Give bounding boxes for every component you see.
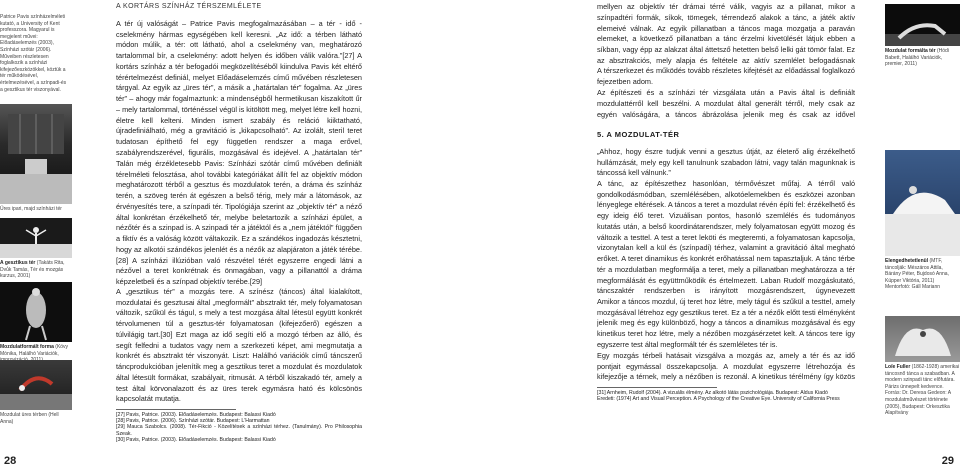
movement-formed-image xyxy=(0,282,72,342)
right-paragraph-1: mellyen az objektív tér drámai térré válik, vagyis az a pillanat, mikor a színpadtéri formák, síkok, tömegek, térrendező alakok a tánc, a játék aktív elemeivé válnak. Az egyik pillanatban a táncos maga mozgatja a paraván elemeket, a következő pillanatban a tánc érzelmi kivetülését látjuk ebben a síkban, vagy épp az alakzat által áttetsző hetetten belső lelki gát tömör falat. Ez az absztrakciós, mely alapja és feltétele az aktív szemlélet befogadásnak xyxy=(597,2,855,65)
left-paragraph-2: Talán még érzékletesebb Pavis: Színházi szótár című művében definiált térelméleti felosztása, ahol további kategóriákat állít fel az objektív módon meghatározott térből a gesztus és mozdulatok terén, a dráma és színház terén, a szöveg terén át egészen a belső térig, mely már a látomások, az érvényesítés tere, a színpadi tér. Tipológiája szerint az „objektív tér” a néző által konkrétan érzékelhető tér, melybe beletartozik a színházi épület, a nézőtér és a szinpad is. A szinpadi tér a játéktól és a „nem játéktól” függően a fiktív és a valóság között váltakozik. Ez a szándékos ingadozás késztetni, hogy az alkotói szándékos jelenlét és a nézők az alapjáraton a játék térébe.[28] A színházi illúzióban való részvétel térét egyszerre engedi látni a nézővel a teret konkrétnak és önmagában, vagy a pillanattól a dráma képzeletbeli és a színpad objektív terébe.[29] xyxy=(116,158,362,286)
page-number-right: 29 xyxy=(941,455,954,467)
caption-empty-space: Üres ipari, majd színházi tér xyxy=(0,206,62,212)
left-paragraph-1: A tér új valóságát – Patrice Pavis megfogalmazásában – a tér - idő - cselekmény hármas egységében kell keresni. „Az idő: a térben látható módon múlik, a tér: ott látható, ahol a cselekmény van, meghatározó tartalommal bír, a cselekmény: adott helyen és időben válik valóra.”[27] A kortárs színház a tér befogadói megközelítéséből kiindulva Pavis két eltérő térértelmezést definiál, melyet Előadáselemzés című művében részletesen tárgyal. Az egyik az „üres tér”, a másik a „határtalan tér” fogalma. Az „üres tér” – ahogy már fogalmaztunk: a mindenségből hermetikusan kiszakított űr – mely tartalommal, történéssel végül is kitöltött meg, melyet létre kell hozni, életre kell kelteni. Minden ismert szabály és reláció kiiktatható, újradefiniálható, még a gravitáció is „kikapcsolható”. Az izolált, steril teret tudatosan építhető fel egy független rendszer a maga erővel, szabályrendszerével, figurális, mozgásával és idejével. A „határtalan tér” xyxy=(116,18,362,157)
section-heading-movement-space: 5. A MOZDULAT-TÉR xyxy=(597,130,680,139)
right-paragraph-5: Amikor a táncos mozdul, új teret hoz létre, mely tágul és szűkül a testtel, amely mozgásával létrehoz egy gesztikus teret. Ez a tér a nézők előtt testi élményként jelenik meg és egy különböző, hogy a táncos a dinamikus mozgásával és egy kinetikus teret hoz létre, mely a nézőben mozgásérzetet kelt. A táncos tere így egyszerre test által megformált tér és szemléletes tér is. xyxy=(597,296,855,349)
caption-movement-empty-space: Mozdulat üres térben (Hell Anna) xyxy=(0,412,59,425)
right-paragraph-3: Az építészeti és a színházi tér vizsgálata után a Pavis által is definiált mozdulattérről kell beszélni. A mozdulat által generált térről, mely csak az egyén valóságára, a táncos ábrázolása jelenik meg és csak az idővel xyxy=(597,88,855,119)
right-quote: „Ahhoz, hogy észre tudjuk venni a gesztus útját, az életerő alig érzékelhető hullámzását, mely egy kell tanulnunk szabadon látni, vagy talán magunknak is táncossá kell válnunk.” xyxy=(597,146,855,178)
caption-gestural-space-title: A gesztikus tér xyxy=(0,260,36,266)
caption-gestural-space-detail: (Takáts Rita, Dvůk Tamás, Tér és mozgás kurzus, 2001) xyxy=(0,260,65,280)
caption-movement-formed-title: Mozdulatformált forma xyxy=(0,344,54,350)
movement-empty-space-photo xyxy=(0,360,72,410)
caption-indispensable xyxy=(885,258,960,291)
footnote-rule-right xyxy=(597,387,717,388)
left-paragraph-3: A „gesztikus tér” a mozgás tere. A színész (táncos) által kialakított, mozdulatai és gesztusai által „megformált” absztrakt tér, mely folyamatosan változik, szűkül és tágul, s mely a test mozgása által létesül együtt konkrét térvolumenen túl a gesztus-tér folyamatosan (kifejezőerő) egészen a túlvilágig tart.[30] Ezt maga az idő segíti elő a mozgó térben az álló, és segít felfedni a tudatos vagy nem a szerkezeti képet, ami megmutatja a konkrét és absztrakt tér viszonyát. Liszt: Halálhó variációk című táncszerű táncprodukcióban jelenítik meg a gesztikus teret a mozdulat és mozdulatok által létesült formákat, szabályait, ritmusát. A térből kiszakadó tér, amely a test által körvonalazott és az üres terek egymásra ható és kölcsönös kapcsolatát mutatja. xyxy=(116,286,362,404)
footnote-29: [29] Mauca Szabolcs. (2008). Tér-Fikció - Közelítések a színházi térhez. (Tanulmány). Pro Philosophia Szeak. xyxy=(116,424,362,437)
movement-formed-shape-photo xyxy=(0,282,72,342)
industrial-space-image xyxy=(0,104,72,204)
gestural-space-image xyxy=(0,218,72,258)
footnote-27: [27] Pavis, Patrice. (2003). Előadáselemzés. Budapest: Balassi Kiadó xyxy=(116,411,276,418)
caption-loie-fuller-detail: (1862-1928) amerikai táncosnő tánca a szabadban. A modern szinpadi tánc előfutára. Párizs ünnepelt kedvence. Forrás: Dr. Deresa Gedeon: A mozdulatművészet története (2005), Budapest: Orkesztika Alapítvány xyxy=(885,364,960,417)
right-paragraph-4: A tánc, az építészethez hasonlóan, térmővészet műfaj. A térről való gondolkodásmódban, szemlélésében, alkotóelemekben és eszközei azonban lényeglege eltérések. A táncos a teret a mozdulat révén építi fel: érzékelhető és egy ideig élő teret. Vizuálisan pontos, hasonló szemlélés és tudományos kutatás után, a belső koordinátarendszer, mely folyamatosan együtt mozog és változik a testtel. A test a teret leköti és megteremti, a folyamatosan kapcsolja, vizonytalan kell a kül és (színpadi) térhez, valamint a gravitáció által megható erőket. A teret dinamikus és konkrét erőhatással nem tapasztaljuk. A tánc térbe tér a mozdulatban megformálja a teret, mely a pillanatban meghatározza a tér megformálását és együttműködik és értelmezett. Laban Rudolf mozgáskutató, táncszaktér rendszerben is irányított mozgásrendszert, úgynevezett xyxy=(597,178,855,296)
caption-movement-formed-space-title: Mozdulat formálta tér xyxy=(885,48,936,54)
left-body-column xyxy=(116,2,362,443)
caption-loie-fuller xyxy=(885,364,960,417)
left-sidebar xyxy=(0,14,72,93)
page-number-left: 28 xyxy=(4,455,17,467)
movement-empty-space-image xyxy=(0,360,72,410)
indispensable-image xyxy=(885,150,960,256)
empty-industrial-space-photo xyxy=(0,104,72,204)
caption-indispensable-title: Elengedhetetlenül xyxy=(885,258,929,264)
footnote-rule xyxy=(116,409,236,410)
caption-indispensable-detail: (MTF, táncolják: Mészáros Attila, Bárány Péter, Bujdosó Anna, Küpper Viktória, 2011) Mentorfotó: Gáll Mariann xyxy=(885,258,949,291)
caption-gestural-space xyxy=(0,260,72,280)
loie-fuller-photo xyxy=(885,316,960,362)
right-paragraph-6: Egy mozgás térbeli hatásait vizsgálva a mozgás az, amely a tér és az idő pontjait egymással összekapcsolja. A mozdulat egyszerre létrehozója és kifejezője a térnek, mely a nézőben is rezonál. A kinetikus térélmény így közös xyxy=(597,350,855,382)
footnote-31-original: Eredeti: (1974) Art and Visual Perception. A Psychology of the Creative Eye. University of California Press xyxy=(597,396,840,403)
footnote-28: [28] Pavis, Patrice. (2006). Színházi szótár. Budapest: L'Harmattan xyxy=(116,418,270,425)
movement-formed-space-photo xyxy=(885,4,960,46)
right-page xyxy=(480,0,960,471)
gestural-space-photo xyxy=(0,218,72,258)
indispensable-photo xyxy=(885,150,960,256)
running-head: A KORTÁRS SZÍNHÁZ TÉRSZEMLÉLETE xyxy=(116,3,262,10)
caption-movement-formed-space-detail: (Hódi Babett, Halálhó Variációk, premier, 2011) xyxy=(885,48,949,68)
right-paragraph-2: A térszerkezet és működés tovább részletes kifejtését az előadással foglalkozó fejezetben adom. xyxy=(597,66,855,86)
movement-formed-space-image xyxy=(885,4,960,46)
author-intro-note: Patrice Pavis színházelméleti kutató, a University of Kent professzora. Magyarul is megjelent művei: Előadáselemzés (2003), Színházi szótár (2006). Műveiben részletesen foglalkozik a színházi kifejezőeszközökkel, köztük a tér működésével, értelmezésével, a színpadi-és a gesztikus tér viszonyával. xyxy=(0,14,67,93)
caption-movement-formed-detail: (Kövy Mónika, Halálhó Variációk, xyxy=(0,344,69,357)
loie-fuller-image xyxy=(885,316,960,362)
footnote-30: [30] Pavis, Patrice. (2003). Előadáselemzés. Budapest: Balassi Kiadó xyxy=(116,436,276,443)
right-body-column xyxy=(597,2,855,402)
footnote-31: [31] Arnheim, Rudolf (2004). A vizuális élmény. Az alkotó látás pszichológiája. Budapest: Aldus Kiadó xyxy=(597,389,828,396)
caption-loie-fuller-title: Loïe Fuller xyxy=(885,364,911,370)
caption-movement-formed-space xyxy=(885,48,960,68)
